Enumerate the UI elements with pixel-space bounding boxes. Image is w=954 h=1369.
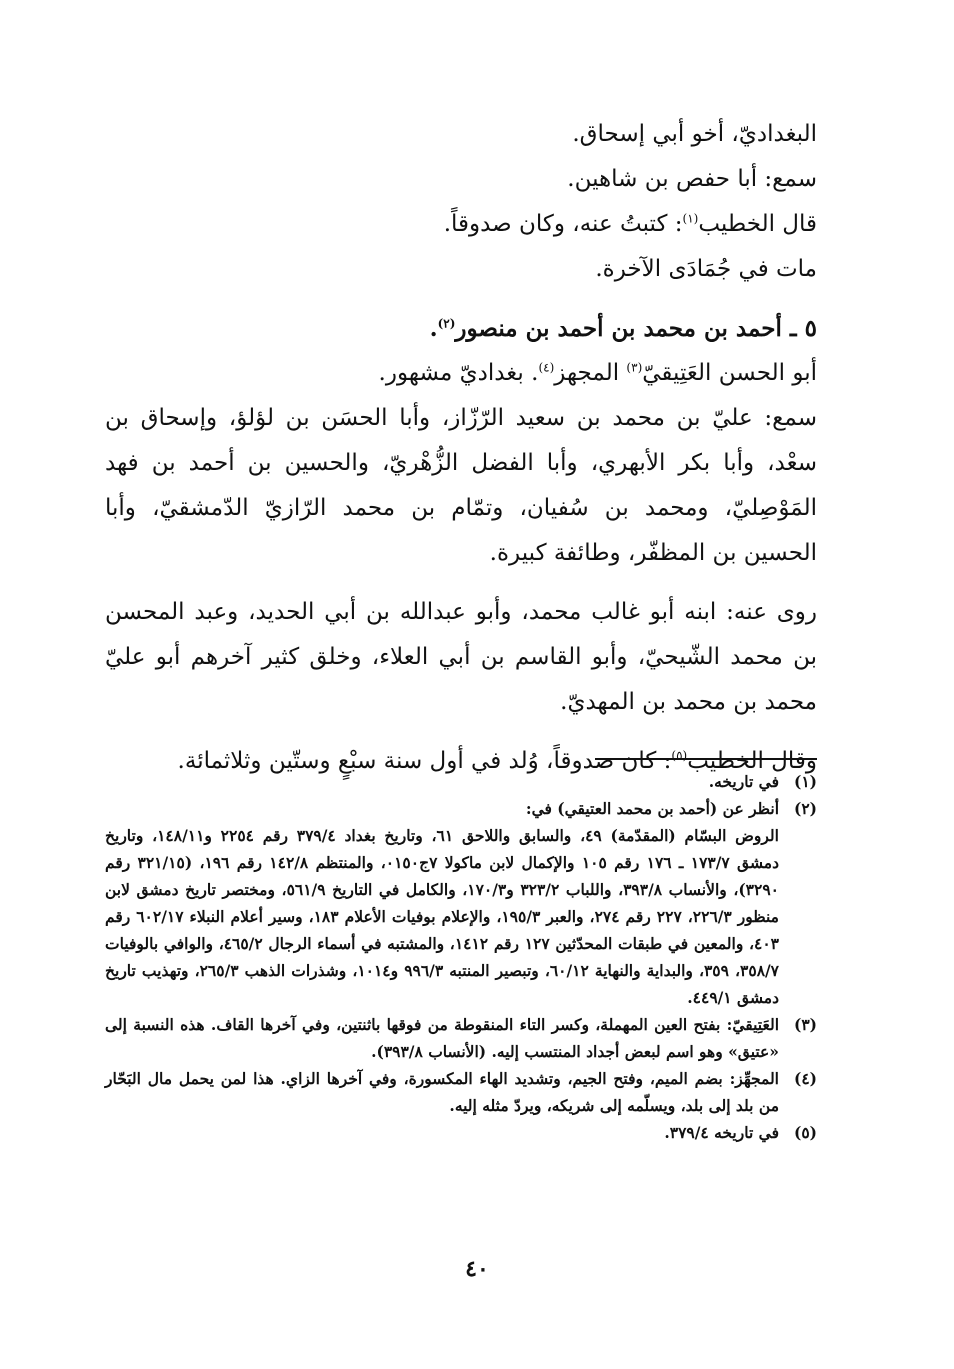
text: . بغداديّ مشهور. bbox=[378, 360, 539, 386]
text: المجهز bbox=[554, 360, 627, 386]
footnote-line: في تاريخه ٣٧٩/٤. bbox=[664, 1123, 779, 1142]
paragraph: سمع: أبا حفص بن شاهين. bbox=[567, 166, 817, 192]
footnote-text bbox=[105, 1119, 779, 1146]
footnote-ref: (٢) bbox=[437, 316, 456, 331]
footnote-text bbox=[105, 768, 779, 795]
footnote-text bbox=[105, 1065, 779, 1119]
text: : كان صدوقاً، وُلد في أول سنة سبْعٍ وستّين وثلاثمائة. bbox=[177, 748, 672, 774]
text: وقال الخطيب bbox=[687, 748, 817, 774]
text: . bbox=[429, 315, 438, 342]
footnote-text bbox=[105, 1011, 779, 1065]
footnote-divider bbox=[595, 758, 817, 760]
paragraph: مات في جُمَادَى الآخرة. bbox=[595, 256, 817, 282]
text: أبو الحسن العَتِيقيّ bbox=[642, 360, 817, 386]
footnote bbox=[105, 768, 817, 795]
main-text bbox=[105, 112, 817, 784]
footnote-line: الروض البسّام (المقدّمة) ٤٩، والسابق واللاحق ٦١، وتاريخ بغداد ٣٧٩/٤ رقم ٢٢٥٤ و١٤٨/١١، وتاريخ دمشق ١٧٣/٧ ـ ١٧٦ رقم ١٠٥ والإكمال لابن ماكولا ٧ج٠١٥٠، والمنتظم ١٤٢/٨ رقم ١٩٦، (٣٢١/١٥ رقم ٣٢٩٠)، والأنساب ٣٩٣/٨، واللباب ٣٢٣/٢ و١٧٠/٣، والكامل في التاريخ ٥٦١/٩، ومختصر تاريخ دمشق لابن منظور ٢٢٦/٣، ٢٢٧ رقم ٢٧٤، والعبر ١٩٥/٣، والإعلام بوفيات الأعلام ١٨٣، وسير أعلام النبلاء ٦٠٢/١٧ رقم ٤٠٣، والمعين في طبقات المحدّثين ١٢٧ رقم ١٤١٢، والمشتبه في أسماء الرجال ٤٦٥/٢، والوافي بالوفيات ٣٥٨/٧، ٣٥٩، والبداية والنهاية ٦٠/١٢، وتبصير المنتبه ٩٩٦/٣ و١٠١٤، وشذرات الذهب ٢٦٥/٣، وتهذيب تاريخ دمشق ٤٤٩/١. bbox=[105, 826, 780, 1007]
footnote-line: أنظر عن (أحمد بن محمد العتيقي) في: bbox=[525, 799, 779, 818]
footnote-number: (١) bbox=[793, 772, 817, 791]
footnote-line: في تاريخه. bbox=[708, 772, 779, 791]
footnote-line: المجهِّز: بضم الميم، وفتح الجيم، وتشديد الهاء المكسورة، وفي آخرها الزاي. هذا لمن يحمل مال البَحّار من بلد إلى بلد، ويسلّمه إلى شريكه، ويردّ مثله إليه. bbox=[105, 1069, 779, 1115]
footnote-line: العَتِيقيّ: بفتح العين المهملة، وكسر التاء المنقوطة من فوقها باثنتين، وفي آخرها القاف. هذه النسبة إلى «عتيق» وهو اسم لبعض أجداد المنتسب إليه. (الأنساب ٣٩٣/٨). bbox=[105, 1015, 779, 1061]
entry-heading bbox=[105, 306, 817, 351]
footnotes bbox=[105, 768, 817, 1146]
footnote-number: (٥) bbox=[793, 1123, 817, 1142]
paragraph-heard-from: سمع: عليّ بن محمد بن سعيد الرّزّاز، وأبا الحسَن بن لؤلؤ، وإسحاق بن سعْد، وأبا بكر الأبهري، وأبا الفضل الزُّهْريّ، والحسين بن أحمد بن فهد المَوْصِليّ، ومحمد بن سُفيان، وتمّام بن محمد الرّازيّ الدّمشقيّ، وأبا الحسين بن المظفّر، وطائفة كبيرة. bbox=[105, 405, 817, 566]
paragraph: البغداديّ، أخو أبي إسحاق. bbox=[572, 121, 817, 147]
footnote-number: (٤) bbox=[793, 1069, 817, 1088]
text: : كتبتُ عنه، وكان صدوقاً. bbox=[443, 211, 683, 237]
entry-title: ٥ ـ أحمد بن محمد بن أحمد بن منصور bbox=[455, 315, 817, 342]
paragraph bbox=[105, 202, 817, 247]
footnote-ref: (٤) bbox=[538, 360, 555, 375]
footnote bbox=[105, 1119, 817, 1146]
paragraph bbox=[105, 351, 817, 396]
footnote bbox=[105, 1065, 817, 1119]
page-number: ٤٠ bbox=[465, 1256, 489, 1282]
footnote-ref: (١) bbox=[682, 211, 699, 226]
footnote-ref: (٣) bbox=[626, 360, 643, 375]
footnote bbox=[105, 795, 817, 1011]
footnote bbox=[105, 1011, 817, 1065]
paragraph-narrated-by: روى عنه: ابنه أبو غالب محمد، وأبو عبدالله بن أبي الحديد، وعبد المحسن بن محمد الشّيحيّ، وأبو القاسم بن أبي العلاء، وخلق كثير آخرهم أبو عليّ محمد بن محمد بن المهديّ. bbox=[105, 599, 817, 715]
footnote-number: (٢) bbox=[793, 799, 817, 818]
footnote-ref: (٥) bbox=[671, 748, 688, 763]
text: قال الخطيب bbox=[698, 211, 817, 237]
footnote-text bbox=[105, 795, 779, 1011]
footnote-number: (٣) bbox=[793, 1015, 817, 1034]
